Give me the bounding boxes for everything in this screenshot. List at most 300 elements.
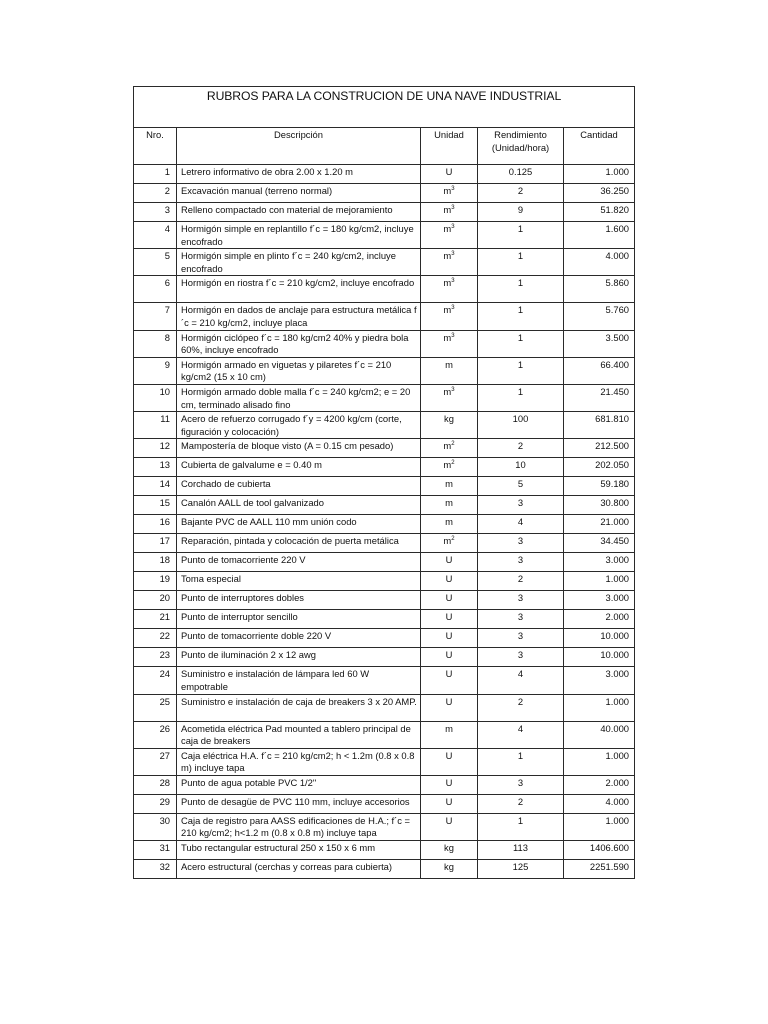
cell-unidad [421,721,478,748]
cell-unidad-text [421,648,477,662]
table-row [134,276,635,303]
table-row [134,667,635,694]
cell-cantidad-text: 3.000 [605,554,630,566]
cell-nro [134,775,177,794]
cell-rendimiento-text: 2 [517,795,524,807]
cell-cantidad [564,165,635,184]
cell-rendimiento [478,629,564,648]
cell-cantidad [564,629,635,648]
cell-descripcion-text: Cubierta de galvalume e = 0.40 m [181,459,322,471]
cell-descripcion [177,384,421,411]
table-row [134,357,635,384]
cell-nro [134,184,177,203]
table-row [134,458,635,477]
cell-nro [134,721,177,748]
cell-nro-text: 32 [159,861,170,873]
cell-rendimiento [478,384,564,411]
cell-unidad [421,184,478,203]
cell-nro-text: 22 [159,630,170,642]
unit-symbol: U [445,573,453,585]
cell-nro-text: 4 [164,223,170,234]
unit-symbol: m [443,204,452,215]
cell-descripcion [177,794,421,813]
cell-rendimiento [478,439,564,458]
cell-unidad [421,748,478,775]
table-row [134,860,635,879]
cell-rendimiento-text: 2 [517,440,524,452]
cell-nro [134,748,177,775]
cell-nro-text: 20 [159,592,170,604]
unit-symbol: U [445,814,453,826]
cell-descripcion [177,249,421,276]
cell-unidad [421,648,478,667]
cell-unidad-text [421,860,477,874]
cell-cantidad [564,515,635,534]
cell-descripcion [177,184,421,203]
cell-unidad-text [421,629,477,643]
cell-rendimiento-text: 3 [517,592,524,604]
cell-rendimiento [478,775,564,794]
cell-cantidad [564,303,635,330]
cell-unidad [421,412,478,439]
cell-descripcion-text: Hormigón en dados de anclaje para estructura metálica f´c = 210 kg/cm2, incluye placa [181,304,417,328]
cell-nro [134,203,177,222]
cell-descripcion [177,629,421,648]
cell-descripcion-text: Suministro e instalación de lámpara led 60 W empotrable [181,668,370,692]
cell-nro [134,629,177,648]
table-row [134,841,635,860]
table-title-row [134,87,635,128]
cell-cantidad-text: 1.000 [605,814,630,826]
cell-rendimiento [478,553,564,572]
cell-unidad [421,357,478,384]
cell-nro-text: 1 [164,166,170,177]
cell-rendimiento [478,591,564,610]
cell-descripcion-text: Hormigón armado doble malla f´c = 240 kg/cm2; e = 20 cm, terminado alisado fino [181,385,411,410]
unit-exponent: 2 [451,460,455,467]
cell-rendimiento [478,794,564,813]
unit-symbol: m [445,722,453,734]
cell-descripcion [177,813,421,840]
cell-rendimiento-text: 0.125 [508,166,533,177]
header-rendimiento-line2: (Unidad/hora) [491,141,550,153]
header-rendimiento [478,128,564,165]
cell-descripcion-text: Letrero informativo de obra 2.00 x 1.20 m [181,166,353,177]
cell-descripcion [177,357,421,384]
cell-rendimiento-text: 3 [517,776,524,788]
cell-nro [134,648,177,667]
cell-nro-text: 31 [159,842,170,854]
cell-nro [134,249,177,276]
cell-nro-text: 23 [159,649,170,661]
cell-rendimiento-text: 1 [517,223,524,234]
cell-nro [134,276,177,303]
unit-symbol: m [443,277,452,289]
cell-unidad-text [421,358,477,372]
cell-unidad-text [421,385,477,399]
cell-descripcion-text: Acero estructural (cerchas y correas para cubierta) [181,861,393,873]
cell-rendimiento-text: 1 [517,814,524,826]
cell-nro [134,330,177,357]
unit-symbol: kg [444,861,454,873]
cell-nro-text: 19 [159,573,170,585]
cell-unidad [421,572,478,591]
cell-cantidad [564,591,635,610]
cell-rendimiento-text: 2 [517,695,524,707]
cell-unidad-text [421,722,477,736]
cell-descripcion-text: Mampostería de bloque visto (A = 0.15 cm pesado) [181,440,394,452]
cell-rendimiento [478,458,564,477]
cell-cantidad-text: 2251.590 [589,861,630,873]
cell-rendimiento-text: 10 [515,459,526,471]
table-row [134,553,635,572]
cell-rendimiento [478,667,564,694]
table-row [134,412,635,439]
unit-exponent: 3 [451,305,455,312]
cell-nro [134,222,177,249]
cell-descripcion-text: Relleno compactado con material de mejoramiento [181,204,393,215]
cell-nro [134,477,177,496]
cell-nro-text: 13 [159,459,170,471]
cell-rendimiento [478,496,564,515]
cell-descripcion [177,860,421,879]
cell-nro-text: 21 [159,611,170,623]
cell-unidad [421,477,478,496]
cell-cantidad-text: 3.500 [605,331,630,343]
cell-descripcion-text: Punto de agua potable PVC 1/2" [181,776,317,788]
unit-symbol: U [445,749,453,761]
cell-cantidad [564,648,635,667]
cell-cantidad-text: 212.500 [595,440,630,452]
cell-nro [134,303,177,330]
cell-unidad-text [421,276,477,290]
cell-descripcion-text: Hormigón simple en plinto f´c = 240 kg/cm2, incluye encofrado [181,250,396,274]
cell-nro-text: 5 [164,250,170,262]
cell-rendimiento [478,330,564,357]
cell-cantidad [564,357,635,384]
cell-rendimiento-text: 1 [517,331,524,343]
table-row [134,303,635,330]
cell-unidad-text [421,610,477,624]
unit-exponent: 2 [451,441,455,448]
cell-rendimiento [478,721,564,748]
cell-cantidad [564,813,635,840]
cell-descripcion [177,553,421,572]
cell-descripcion [177,775,421,794]
unit-symbol: U [445,649,453,661]
unit-exponent: 3 [451,205,455,211]
cell-unidad [421,534,478,553]
cell-unidad-text [421,667,477,681]
unit-symbol: m [443,535,452,547]
cell-rendimiento-text: 113 [513,842,528,854]
cell-rendimiento [478,572,564,591]
cell-unidad [421,303,478,330]
cell-rendimiento-text: 1 [517,250,524,262]
unit-symbol: U [445,695,453,707]
cell-rendimiento-text: 2 [517,185,524,196]
cell-unidad [421,629,478,648]
cell-cantidad [564,860,635,879]
cell-nro [134,384,177,411]
unit-symbol: m [443,223,452,234]
cell-rendimiento-text: 3 [517,630,524,642]
cell-descripcion [177,610,421,629]
cell-rendimiento [478,276,564,303]
cell-unidad-text [421,749,477,763]
cell-descripcion [177,412,421,439]
cell-rendimiento [478,813,564,840]
cell-unidad-text [421,203,477,217]
cell-nro-text: 14 [159,478,170,490]
cell-descripcion-text: Tubo rectangular estructural 250 x 150 x 6 mm [181,842,376,854]
cell-nro [134,813,177,840]
cell-cantidad-text: 4.000 [605,250,630,262]
cell-descripcion [177,276,421,303]
cell-rendimiento-text: 3 [517,535,524,547]
cell-rendimiento [478,515,564,534]
cell-cantidad [564,330,635,357]
cell-descripcion [177,694,421,721]
cell-unidad-text [421,795,477,809]
cell-rendimiento-text: 2 [517,573,524,585]
unit-exponent: 3 [451,186,455,192]
unit-exponent: 2 [451,536,455,543]
cell-rendimiento-text: 4 [517,516,524,528]
cell-rendimiento [478,165,564,184]
cell-rendimiento [478,694,564,721]
cell-descripcion [177,496,421,515]
cell-unidad [421,794,478,813]
cell-cantidad-text: 21.000 [600,516,630,528]
cell-unidad-text [421,591,477,605]
cell-cantidad-text: 1.600 [605,223,630,234]
header-descripcion: Descripción [177,128,421,165]
cell-cantidad [564,694,635,721]
cell-rendimiento [478,477,564,496]
cell-unidad-text [421,776,477,790]
cell-descripcion [177,303,421,330]
cell-nro-text: 29 [159,795,170,807]
unit-exponent: 3 [451,251,455,258]
unit-symbol: U [445,776,453,788]
cell-nro [134,515,177,534]
cell-cantidad [564,534,635,553]
cell-descripcion-text: Acero de refuerzo corrugado f´y = 4200 kg/cm (corte, figuración y colocación) [181,413,402,437]
cell-descripcion [177,203,421,222]
table-row [134,384,635,411]
cell-rendimiento-text: 5 [517,478,524,490]
cell-rendimiento-text: 1 [517,277,524,289]
table-row [134,648,635,667]
unit-symbol: kg [444,842,454,854]
cell-cantidad-text: 40.000 [600,722,630,734]
cell-rendimiento [478,222,564,249]
cell-descripcion [177,721,421,748]
cell-nro-text: 27 [159,749,170,761]
cell-unidad [421,591,478,610]
cell-cantidad [564,775,635,794]
cell-nro [134,165,177,184]
cell-cantidad [564,721,635,748]
cell-cantidad-text: 5.860 [605,277,630,289]
cell-nro [134,794,177,813]
table-body [134,165,635,879]
table-row [134,222,635,249]
cell-nro [134,534,177,553]
cell-unidad-text [421,303,477,317]
cell-descripcion [177,330,421,357]
cell-rendimiento-text: 1 [517,385,524,397]
cell-rendimiento [478,184,564,203]
cell-descripcion-text: Acometida eléctrica Pad mounted a tablero principal de caja de breakers [181,722,411,747]
unit-exponent: 3 [451,224,455,230]
cell-nro-text: 26 [159,722,170,734]
cell-unidad-text [421,165,477,179]
cell-descripcion [177,572,421,591]
cell-descripcion-text: Suministro e instalación de caja de breakers 3 x 20 AMP. [181,695,417,707]
cell-cantidad-text: 10.000 [600,630,630,642]
cell-unidad [421,330,478,357]
cell-rendimiento-text: 4 [517,668,524,680]
cell-rendimiento-text: 3 [517,497,524,509]
unit-symbol: m [445,478,453,490]
cell-unidad [421,813,478,840]
cell-nro-text: 30 [159,814,170,826]
cell-rendimiento [478,357,564,384]
cell-unidad-text [421,477,477,491]
cell-nro-text: 9 [164,358,170,370]
cell-nro [134,439,177,458]
cell-descripcion [177,477,421,496]
cell-unidad [421,775,478,794]
table-row [134,591,635,610]
table-row [134,748,635,775]
cell-nro [134,357,177,384]
cell-rendimiento-text: 1 [517,358,524,370]
cell-unidad [421,610,478,629]
cell-cantidad-text: 2.000 [605,611,630,623]
cell-unidad-text [421,695,477,709]
cell-descripcion-text: Hormigón armado en viguetas y pilaretes f´c = 210 kg/cm2 (15 x 10 cm) [181,358,392,383]
cell-nro-text: 16 [159,516,170,528]
cell-descripcion [177,458,421,477]
cell-cantidad [564,553,635,572]
cell-cantidad [564,249,635,276]
cell-rendimiento-text: 1 [517,304,524,316]
cell-unidad-text [421,553,477,567]
cell-unidad [421,841,478,860]
cell-nro-text: 18 [159,554,170,566]
cell-descripcion [177,534,421,553]
cell-nro [134,412,177,439]
unit-symbol: kg [444,413,454,425]
cell-descripcion-text: Caja de registro para AASS edificaciones de H.A.; f´c = 210 kg/cm2; h<1.2 m (0.8 x 0.8 m) incluye tapa [181,814,411,839]
cell-rendimiento [478,534,564,553]
cell-descripcion-text: Hormigón en riostra f´c = 210 kg/cm2, incluye encofrado [181,277,415,289]
header-cantidad: Cantidad [564,128,635,165]
cell-nro [134,841,177,860]
cell-nro-text: 17 [159,535,170,547]
cell-descripcion-text: Bajante PVC de AALL 110 mm unión codo [181,516,357,528]
cell-nro [134,591,177,610]
unit-symbol: U [445,668,453,680]
cell-cantidad [564,384,635,411]
cell-cantidad-text: 36.250 [600,185,630,196]
unit-symbol: m [443,385,452,397]
cell-cantidad [564,748,635,775]
cell-descripcion [177,515,421,534]
cell-nro-text: 24 [159,668,170,680]
cell-descripcion-text: Hormigón ciclópeo f´c = 180 kg/cm2 40% y piedra bola 60%, incluye encofrado [181,331,409,356]
cell-rendimiento-text: 3 [517,649,524,661]
cell-rendimiento [478,249,564,276]
table-row [134,813,635,840]
cell-descripcion-text: Punto de iluminación 2 x 12 awg [181,649,316,661]
cell-unidad-text [421,496,477,510]
cell-cantidad-text: 1.000 [605,695,630,707]
cell-nro-text: 2 [164,185,170,196]
cell-cantidad-text: 5.760 [605,304,630,316]
unit-symbol: U [445,795,453,807]
cell-descripcion-text: Punto de desagüe de PVC 110 mm, incluye accesorios [181,795,410,807]
table-row [134,775,635,794]
cell-rendimiento-text: 125 [512,861,529,873]
cell-cantidad [564,276,635,303]
cell-nro-text: 28 [159,776,170,788]
cell-cantidad-text: 51.820 [600,204,630,215]
table-row [134,572,635,591]
cell-unidad-text [421,412,477,426]
cell-nro-text: 6 [164,277,170,289]
table-header-row [134,128,635,165]
table-row [134,794,635,813]
table-row [134,515,635,534]
cell-unidad [421,439,478,458]
table-row [134,330,635,357]
cell-rendimiento-text: 3 [517,611,524,623]
table-row [134,249,635,276]
table-row [134,203,635,222]
cell-nro [134,496,177,515]
cell-cantidad [564,184,635,203]
cell-cantidad-text: 681.810 [595,413,630,425]
cell-unidad [421,384,478,411]
cell-descripcion [177,591,421,610]
cell-unidad [421,667,478,694]
table-row [134,629,635,648]
table-row [134,534,635,553]
document-title: RUBROS PARA LA CONSTRUCION DE UNA NAVE INDUSTRIAL [134,87,635,128]
cell-nro-text: 3 [164,204,170,215]
cell-rendimiento-text: 1 [517,749,524,761]
cell-unidad-text [421,814,477,828]
table-row [134,477,635,496]
cell-rendimiento [478,412,564,439]
cell-nro [134,572,177,591]
header-rendimiento-line1: Rendimiento [494,129,547,140]
cell-rendimiento [478,203,564,222]
cell-descripcion [177,667,421,694]
cell-cantidad [564,841,635,860]
cell-cantidad-text: 3.000 [605,592,630,604]
cell-rendimiento [478,648,564,667]
cell-cantidad-text: 66.400 [600,358,630,370]
cell-cantidad-text: 59.180 [600,478,630,490]
cell-rendimiento-text: 100 [512,413,529,425]
cell-nro [134,860,177,879]
cell-cantidad-text: 21.450 [600,385,630,397]
